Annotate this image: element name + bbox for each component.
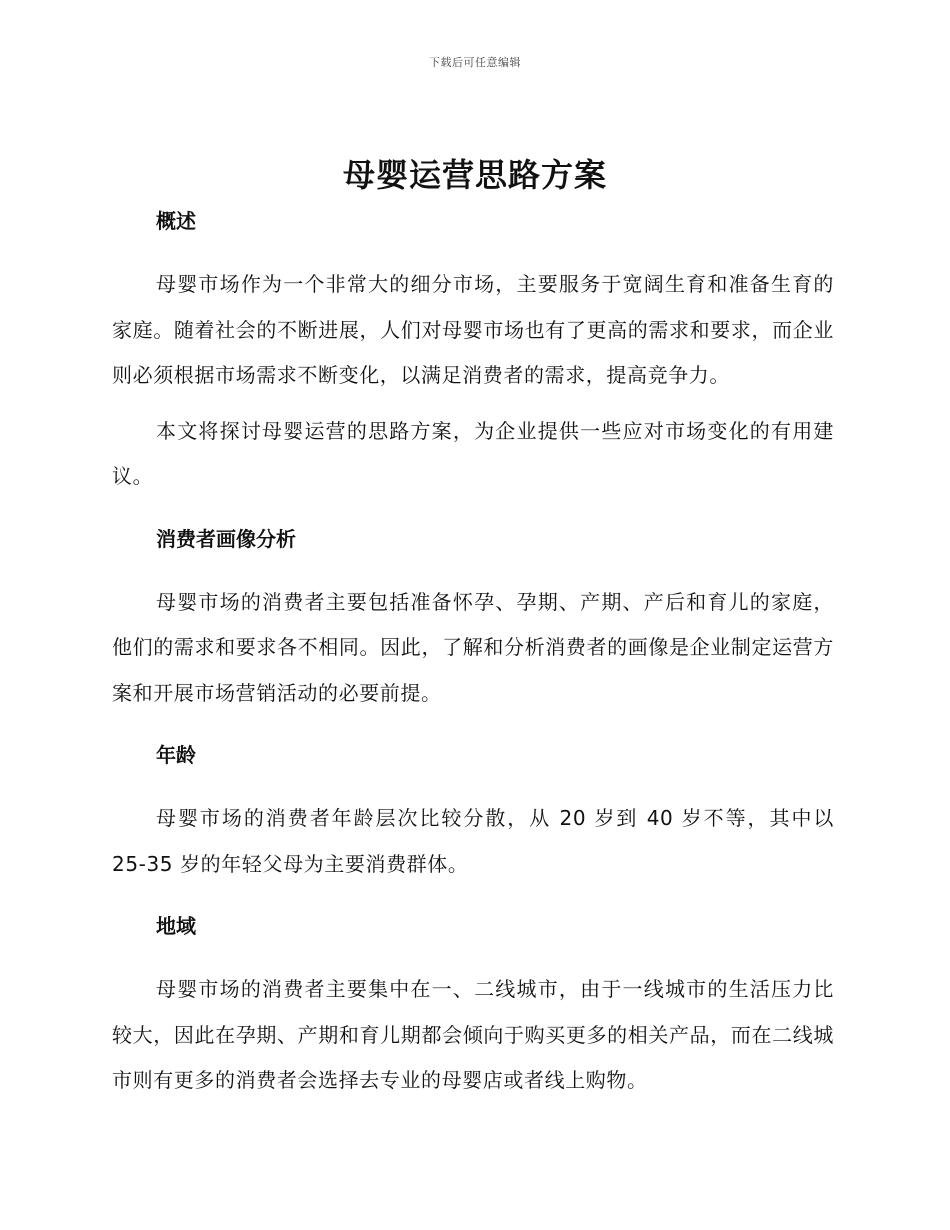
paragraph: 母婴市场的消费者主要集中在一、二线城市，由于一线城市的生活压力比较大，因此在孕期、产期和育儿期都会倾向于购买更多的相关产品，而在二线城市则有更多的消费者会选择去专业的母婴店或者线上购物。 [112, 977, 834, 1092]
section-region [112, 911, 834, 1104]
paragraph: 本文将探讨母婴运营的思路方案，为企业提供一些应对市场变化的有用建议。 [112, 418, 834, 488]
document-title: 母婴运营思路方案 [342, 156, 607, 194]
paragraph: 母婴市场的消费者年龄层次比较分散，从 20 岁到 40 岁不等，其中以 25-35 岁的年轻父母为主要消费群体。 [112, 806, 834, 876]
section-age [112, 740, 834, 887]
page-header-note: 下载后可任意编辑 [429, 56, 521, 69]
section-heading: 地域 [156, 914, 196, 938]
paragraph: 母婴市场的消费者主要包括准备怀孕、孕期、产期、产后和育儿的家庭，他们的需求和要求各不相同。因此，了解和分析消费者的画像是企业制定运营方案和开展市场营销活动的必要前提。 [112, 589, 834, 705]
paragraph: 母婴市场作为一个非常大的细分市场，主要服务于宽阔生育和准备生育的家庭。随着社会的不断进展，人们对母婴市场也有了更高的需求和要求，而企业则必须根据市场需求不断变化，以满足消费者的需求，提高竞争力。 [112, 272, 834, 387]
section-heading: 消费者画像分析 [156, 526, 296, 551]
section-heading: 年龄 [156, 743, 196, 767]
section-overview [112, 206, 834, 500]
document-body [112, 206, 834, 1114]
section-heading: 概述 [156, 209, 196, 233]
section-consumer-profile [112, 524, 834, 717]
